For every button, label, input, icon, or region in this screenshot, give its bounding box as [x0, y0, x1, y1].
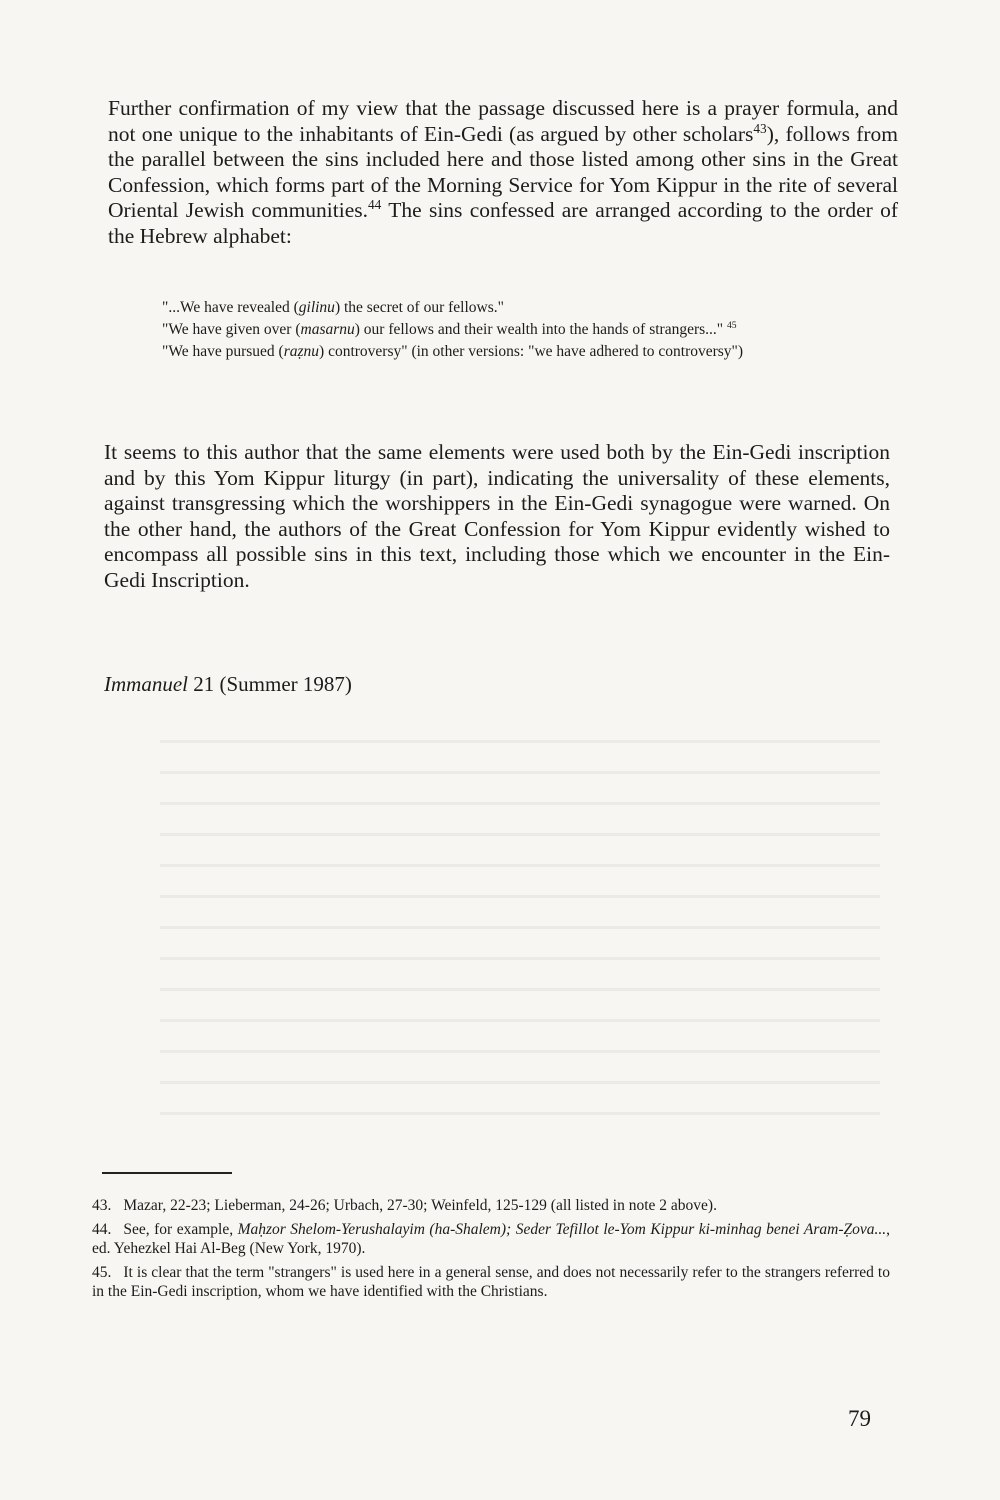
footnote-text: It is clear that the term "strangers" is used here in a general sense, and does not necessarily refer to the strangers referred to in the Ein-Gedi inscription, whom we have identified with the Christians.: [92, 1263, 890, 1300]
body-paragraph-2: It seems to this author that the same elements were used both by the Ein-Gedi inscription and by this Yom Kippur liturgy (in part), indicating the universality of these elements, against transgressing which the worshippers in the Ein-Gedi synagogue were warned. On the other hand, the authors of the Great Confession for Yom Kippur evidently wished to encompass all possible sins in this text, including those which we encounter in the Ein-Gedi Inscription.: [104, 440, 890, 592]
footnote-ref-45[interactable]: 45: [726, 319, 737, 331]
para1-text-start: Further confirmation of my view that the passage discussed here is a prayer formula, and not one unique to the inhabitants of Ein-Gedi (as argued by other scholars: [108, 96, 898, 146]
para1-text-end: The sins confessed are arranged according to the order of the Hebrew alphabet:: [108, 198, 898, 248]
quote-3-end: ) controversy" (in other versions: "we have adhered to controversy"): [319, 343, 744, 360]
block-quote: [162, 298, 892, 364]
quote-line-3: [162, 342, 892, 361]
footnote-text: Mazar, 22-23; Lieberman, 24-26; Urbach, 27-30; Weinfeld, 125-129 (all listed in note 2 above).: [123, 1197, 717, 1214]
quote-1-term: gilinu: [298, 299, 335, 316]
footnote-number: 45.: [92, 1263, 112, 1281]
footnote-text-start: See, for example,: [123, 1220, 238, 1238]
footnote-ref-43[interactable]: 43: [753, 120, 767, 136]
footnote-ref-44[interactable]: 44: [368, 197, 382, 213]
quote-1-end: ) the secret of our fellows.": [334, 299, 504, 316]
footnote-number: 43.: [92, 1197, 112, 1214]
quote-1-start: "...We have revealed (: [162, 299, 299, 316]
page-number: 79: [848, 1406, 871, 1431]
footnote-text-end: , ed. Yehezkel Hai Al-Beg (New York, 1970).: [92, 1220, 890, 1257]
footnote-number: 44.: [92, 1220, 112, 1238]
quote-2-term: masarnu: [300, 321, 355, 338]
footnotes-section: [92, 1196, 890, 1306]
bleed-through-texture: [160, 740, 880, 1160]
quote-3-term: raẓnu: [283, 343, 320, 360]
body-paragraph-1: [108, 96, 898, 250]
quote-3-start: "We have pursued (: [162, 343, 284, 360]
footnote-43: [92, 1196, 890, 1216]
quote-2-start: "We have given over (: [162, 321, 301, 338]
citation-journal: Immanuel: [104, 672, 188, 696]
quote-line-2: [162, 320, 892, 339]
footnote-divider: [102, 1172, 232, 1174]
quote-2-end: ) our fellows and their wealth into the hands of strangers...": [354, 321, 727, 338]
footnote-title: Maḥzor Shelom-Yerushalayim (ha-Shalem); Seder Tefillot le-Yom Kippur ki-minhag benei Aram-Ẓova...: [237, 1220, 887, 1238]
quote-line-1: [162, 298, 892, 317]
footnote-45: [92, 1263, 890, 1302]
footnote-44: [92, 1220, 890, 1259]
para1-text-middle: ), follows from the parallel between the sins included here and those listed among other sins in the Great Confession, which forms part of the Morning Service for Yom Kippur in the rite of several Oriental Jewish communities.: [108, 121, 899, 223]
source-citation: [104, 672, 352, 697]
citation-issue: 21 (Summer 1987): [187, 672, 352, 696]
